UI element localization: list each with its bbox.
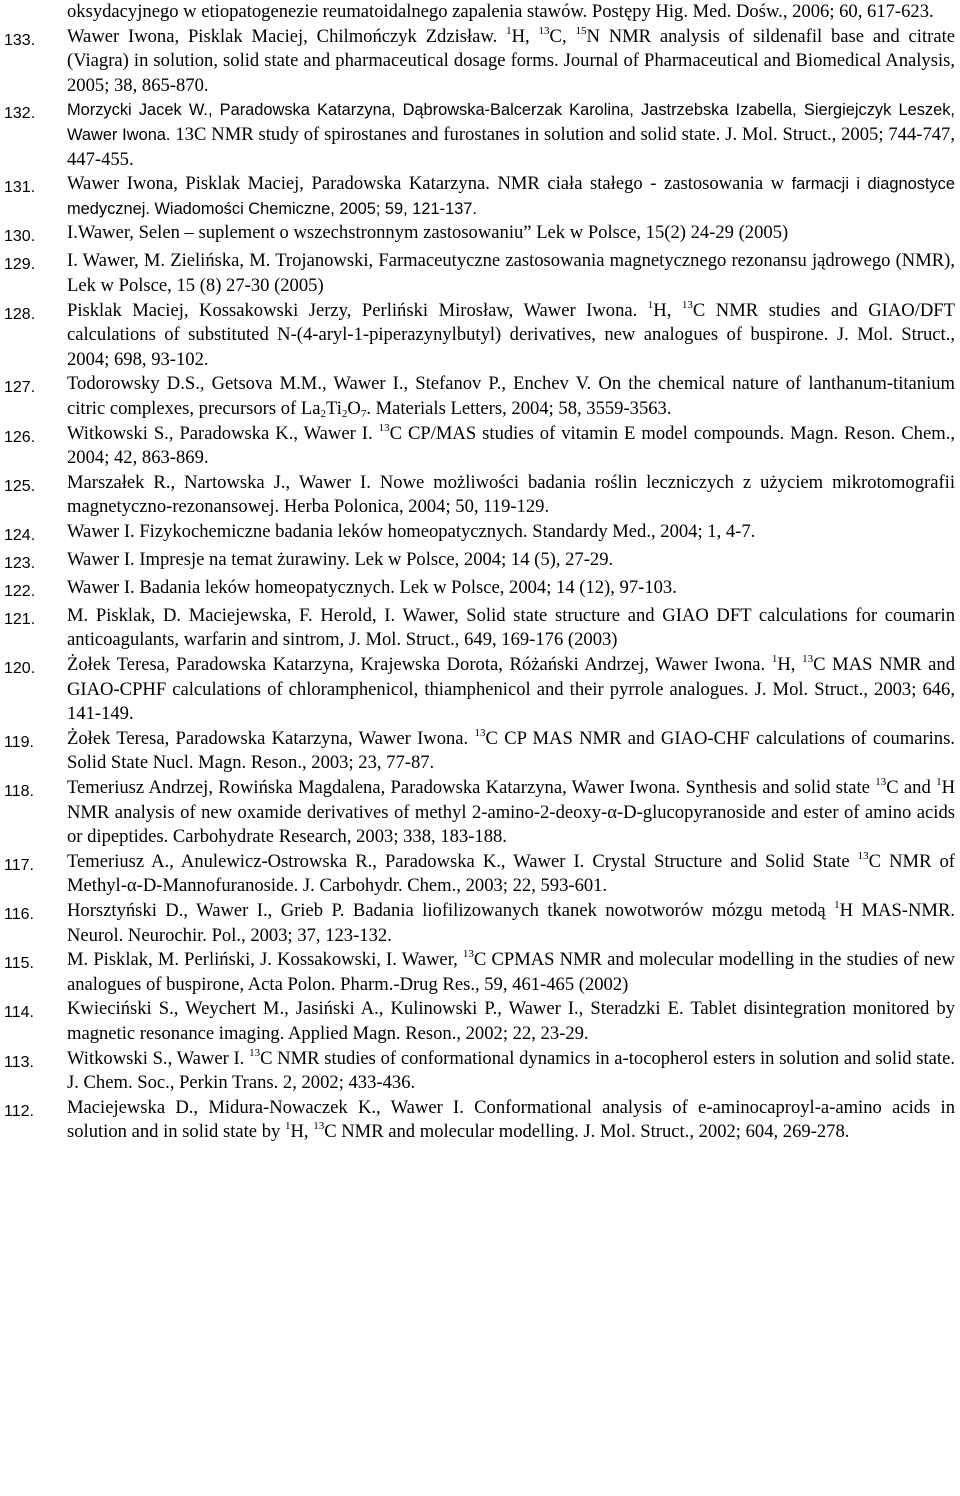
reference-item <box>4 372 955 421</box>
reference-number: 121. <box>4 610 36 628</box>
reference-number: 119. <box>4 733 34 751</box>
reference-item <box>4 899 955 948</box>
reference-text: Wawer I. Impresje na temat żurawiny. Lek w Polsce, 2004; 14 (5), 27-29. <box>67 548 614 570</box>
reference-number: 116. <box>4 906 34 923</box>
reference-item <box>4 1047 955 1096</box>
reference-text: Temeriusz Andrzej, Rowińska Magdalena, Paradowska Katarzyna, Wawer Iwona. Synthesis and solid state $^{13}$C and $^1$H NMR analysis of new oxamide derivatives of methyl 2-amino-2-deoxy-α-D-glucopyranoside and ester of amino acids or dipeptides. Carbohydrate Research, 2003; 338, 183-188. <box>67 776 956 848</box>
reference-continuation <box>4 0 955 25</box>
reference-item <box>4 299 955 373</box>
reference-text: Witkowski S., Paradowska K., Wawer I. $^{13}$C CP/MAS studies of vitamin E model compounds. Magn. Reson. Chem., 2004; 42, 863-869. <box>67 421 955 469</box>
reference-number: 114. <box>4 1004 34 1022</box>
reference-number: 130. <box>4 228 36 246</box>
reference-number: 118. <box>4 783 34 801</box>
reference-number: 115. <box>4 955 34 973</box>
reference-text: I. Wawer, M. Zielińska, M. Trojanowski, Farmaceutyczne zastosowania magnetycznego rezonansu jądrowego (NMR), Lek w Polsce, 15 (8) 27-30 (2005) <box>67 250 955 296</box>
reference-number: 117. <box>4 856 34 874</box>
reference-item <box>4 727 955 776</box>
reference-text: Witkowski S., Wawer I. $^{13}$C NMR studies of conformational dynamics in a-tocopherol esters in solution and solid state. J. Chem. Soc., Perkin Trans. 2, 2002; 433-436. <box>67 1046 955 1094</box>
reference-text: Wawer I. Fizykochemiczne badania leków homeopatycznych. Standardy Med., 2004; 1, 4-7. <box>67 520 756 542</box>
reference-item <box>4 997 955 1046</box>
reference-number: 127. <box>4 379 36 397</box>
reference-item <box>4 576 955 604</box>
reference-text: Żołek Teresa, Paradowska Katarzyna, Wawer Iwona. $^{13}$C CP MAS NMR and GIAO-CHF calculations of coumarins. Solid State Nucl. Magn. Reson., 2003; 23, 77-87. <box>67 726 955 774</box>
reference-item <box>4 25 955 99</box>
reference-number: 129. <box>4 256 36 274</box>
reference-item <box>4 221 955 249</box>
reference-text: oksydacyjnego w etiopatogenezie reumatoidalnego zapalenia stawów. Postępy Hig. Med. Dośw., 2006; 60, 617-623. <box>67 1 934 22</box>
reference-text: I.Wawer, Selen – suplement o wszechstronnym zastosowaniu” Lek w Polsce, 15(2) 24-29 (2005) <box>67 222 789 244</box>
reference-text: Todorowsky D.S., Getsova M.M., Wawer I., Stefanov P., Enchev V. On the chemical nature of lanthanum-titanium citric complexes, precursors of $La_2Ti_2O_7$. Materials Letters, 2004; 58, 3559-3563. <box>67 373 955 420</box>
reference-text: Wawer Iwona, Pisklak Maciej, Paradowska Katarzyna. NMR ciała stałego - zastosowania w farmacji i diagnostyce medycznej. Wiadomości Chemiczne, 2005; 59, 121-137. <box>67 173 955 218</box>
reference-number: 124. <box>4 526 36 544</box>
reference-item <box>4 948 955 997</box>
reference-item <box>4 249 955 298</box>
reference-item <box>4 98 955 172</box>
reference-text: Kwieciński S., Weychert M., Jasiński A., Kulinowski P., Wawer I., Steradzki E. Tablet disintegration monitored by magnetic resonance imaging. Applied Magn. Reson., 2002; 22, 23-29. <box>67 998 955 1044</box>
reference-text: Wawer Iwona, Pisklak Maciej, Chilmończyk Zdzisław. $^1$H, $^{13}$C, $^{15}$N NMR analysis of sildenafil base and citrate (Viagra) in solution, solid state and pharmaceutical dosage forms. Journal of Pharmaceutical and Biomedical Analysis, 2005; 38, 865-870. <box>67 24 955 96</box>
reference-number: 128. <box>4 305 36 323</box>
reference-text: M. Pisklak, D. Maciejewska, F. Herold, I. Wawer, Solid state structure and GIAO DFT calculations for coumarin anticoagulants, warfarin and sintrom, J. Mol. Struct., 649, 169-176 (2003) <box>67 604 955 651</box>
reference-number: 122. <box>4 582 36 600</box>
reference-number: 132. <box>4 105 36 123</box>
reference-text: Wawer I. Badania leków homeopatycznych. Lek w Polsce, 2004; 14 (12), 97-103. <box>67 576 677 598</box>
reference-text: Maciejewska D., Midura-Nowaczek K., Wawer I. Conformational analysis of e-aminocaproyl-a-amino acids in solution and in solid state by $^1$H, $^{13}$C NMR and molecular modelling. J. Mol. Struct., 2002; 604, 269-278. <box>67 1096 955 1143</box>
reference-item <box>4 850 955 899</box>
reference-item <box>4 471 955 520</box>
reference-text: Żołek Teresa, Paradowska Katarzyna, Krajewska Dorota, Różański Andrzej, Wawer Iwona. $^1$H, $^{13}$C MAS NMR and GIAO-CPHF calculations of chloramphenicol, thiamphenicol and their pyrrole analogues. J. Mol. Struct., 2003; 646, 141-149. <box>67 653 955 725</box>
reference-item <box>4 776 955 850</box>
reference-number: 123. <box>4 554 36 572</box>
reference-text: Temeriusz A., Anulewicz-Ostrowska R., Paradowska K., Wawer I. Crystal Structure and Solid State $^{13}$C NMR of Methyl-α-D-Mannofuranoside. J. Carbohydr. Chem., 2003; 22, 593-601. <box>67 849 955 897</box>
reference-text: Horsztyński D., Wawer I., Grieb P. Badania liofilizowanych tkanek nowotworów mózgu metodą $^1$H MAS-NMR. Neurol. Neurochir. Pol., 2003; 37, 123-132. <box>67 899 955 946</box>
reference-number: 120. <box>4 660 36 678</box>
reference-number: 131. <box>4 179 36 197</box>
reference-number: 113. <box>4 1053 34 1071</box>
reference-item <box>4 1096 955 1145</box>
reference-number: 133. <box>4 31 36 49</box>
reference-number: 125. <box>4 477 36 495</box>
reference-number: 112. <box>4 1102 34 1120</box>
reference-text: Pisklak Maciej, Kossakowski Jerzy, Perliński Mirosław, Wawer Iwona. $^1$H, $^{13}$C NMR studies and GIAO/DFT calculations of substituted N-(4-aryl-1-piperazynylbutyl) derivatives, new analogues of buspirone. J. Mol. Struct., 2004; 698, 93-102. <box>67 298 955 370</box>
reference-item <box>4 548 955 576</box>
reference-item <box>4 172 955 221</box>
reference-text: Marszałek R., Nartowska J., Wawer I. Nowe możliwości badania roślin leczniczych z użyciem mikrotomografii magnetyczno-rezonansowej. Herba Polonica, 2004; 50, 119-129. <box>67 471 955 518</box>
reference-item <box>4 604 955 653</box>
reference-text: M. Pisklak, M. Perliński, J. Kossakowski, I. Wawer, $^{13}$C CPMAS NMR and molecular modelling in the studies of new analogues of buspirone, Acta Polon. Pharm.-Drug Res., 59, 461-465 (2002) <box>67 948 955 995</box>
reference-number: 126. <box>4 428 36 446</box>
reference-item <box>4 520 955 548</box>
reference-item <box>4 422 955 471</box>
reference-text: Morzycki Jacek W., Paradowska Katarzyna, Dąbrowska-Balcerzak Karolina, Jastrzebska Izabella, Siergiejczyk Leszek, Wawer Iwona. 13C NMR study of spirostanes and furostanes in solution and solid state. J. Mol. Struct., 2005; 744-747, 447-455. <box>67 101 955 170</box>
reference-item <box>4 653 955 727</box>
